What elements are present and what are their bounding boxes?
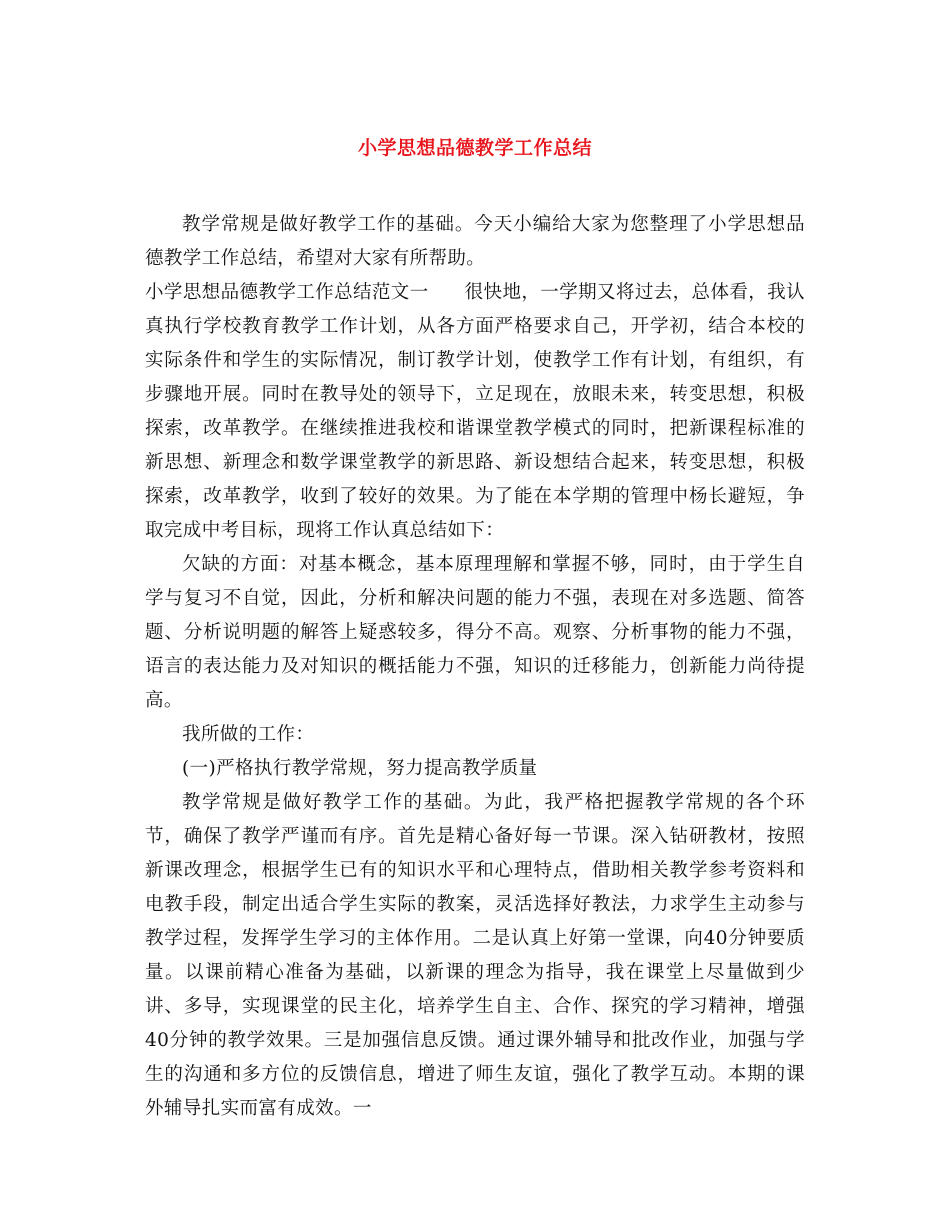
intro-paragraph: 教学常规是做好教学工作的基础。今天小编给大家为您整理了小学思想品德教学工作总结，希望对大家有所帮助。 (145, 214, 805, 269)
work-heading: 我所做的工作： (182, 724, 315, 745)
document-page (145, 128, 805, 1126)
document-title: 小学思想品德教学工作总结 (357, 137, 592, 159)
sample-paragraph (145, 276, 805, 548)
section-1-heading: (一)严格执行教学常规，努力提高教学质量 (182, 758, 538, 779)
section-1-paragraph: 教学常规是做好教学工作的基础。为此，我严格把握教学常规的各个环节，确保了教学严谨而有序。首先是精心备好每一节课。深入钻研教材，按照新课改理念，根据学生已有的知识水平和心理特点，借助相关教学参考资料和电教手段，制定出适合学生实际的教案，灵活选择好教法，力求学生主动参与教学过程，发挥学生学习的主体作用。二是认真上好第一堂课，向40分钟要质量。以课前精心准备为基础，以新课的理念为指导，我在课堂上尽量做到少讲、多导，实现课堂的民主化，培养学生自主、合作、探究的学习精神，增强40分钟的教学效果。三是加强信息反馈。通过课外辅导和批改作业，加强与学生的沟通和多方位的反馈信息，增进了师生友谊，强化了教学互动。本期的课外辅导扎实而富有成效。一 (145, 792, 805, 1119)
sample-text: 很快地，一学期又将过去，总体看，我认真执行学校教育教学工作计划，从各方面严格要求自己，开学初，结合本校的实际条件和学生的实际情况，制订教学计划，使教学工作有计划，有组织，有步骤地开展。同时在教导处的领导下，立足现在，放眼未来，转变思想，积极探索，改革教学。在继续推进我校和谐课堂教学模式的同时，把新课程标准的新思想、新理念和数学课堂教学的新思路、新设想结合起来，转变思想，积极探索，改革教学，收到了较好的效果。为了能在本学期的管理中杨长避短，争取完成中考目标，现将工作认真总结如下： (145, 282, 805, 541)
shortcomings-paragraph: 欠缺的方面：对基本概念，基本原理理解和掌握不够，同时，由于学生自学与复习不自觉，因此，分析和解决问题的能力不强，表现在对多选题、简答题、分析说明题的解答上疑惑较多，得分不高。观察、分析事物的能力不强，语言的表达能力及对知识的概括能力不强，知识的迁移能力，创新能力尚待提高。 (145, 554, 805, 711)
sample-label: 小学思想品德教学工作总结范文一 (145, 282, 429, 303)
